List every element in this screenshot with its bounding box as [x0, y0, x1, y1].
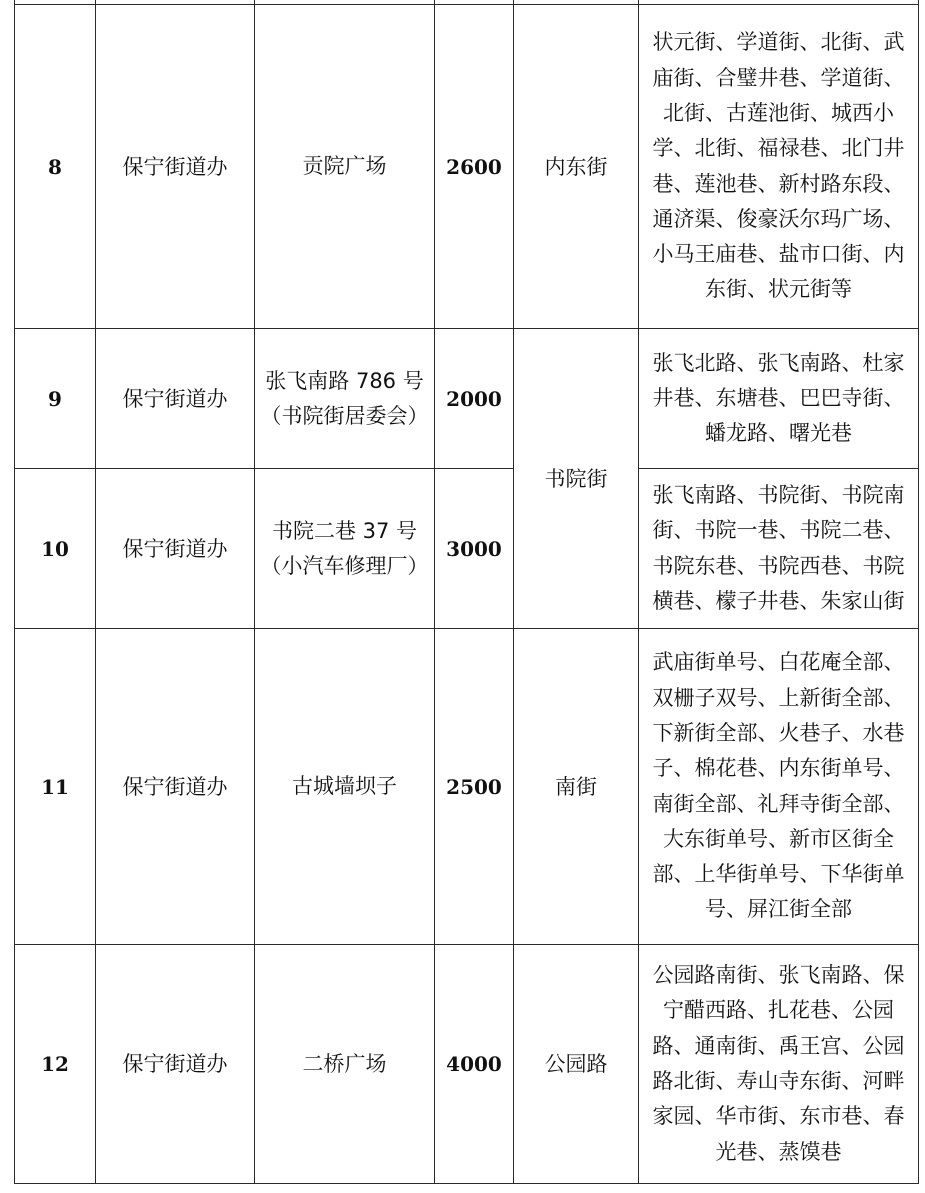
location-line: 书院二巷 37 号: [271, 518, 418, 543]
location-cell: [255, 629, 434, 944]
row-number: 11: [41, 774, 69, 799]
count-cell: 4000: [446, 1052, 502, 1076]
office-cell: 保宁街道办: [122, 774, 228, 799]
street-cell: 内东街: [544, 154, 608, 179]
row-number: 9: [48, 386, 62, 411]
coverage-cell: 张飞南路、书院街、书院南街、书院一巷、书院二巷、书院东巷、书院西巷、书院横巷、檬子井巷、朱家山街: [652, 482, 905, 613]
office-cell: 保宁街道办: [122, 1052, 228, 1076]
location-cell: [255, 945, 434, 1183]
location-cell: [255, 5, 434, 328]
location-line: （书院街居委会）: [260, 403, 429, 428]
location-line: 张飞南路 786 号: [265, 368, 424, 393]
table-rule: [918, 0, 919, 1184]
location-line: 贡院广场: [302, 154, 387, 178]
office-cell: 保宁街道办: [122, 154, 228, 179]
location-cell: [255, 469, 434, 628]
count-cell: 2000: [446, 386, 502, 411]
count-cell: 2600: [446, 154, 502, 179]
street-cell: 公园路: [544, 1052, 608, 1076]
office-cell: 保宁街道办: [122, 386, 228, 411]
coverage-cell: 武庙街单号、白花庵全部、双栅子双号、上新街全部、下新街全部、火巷子、水巷子、棉花巷、内东街单号、南街全部、礼拜寺街全部、大东街单号、新市区街全部、上华街单号、下华街单号、屏江街全部: [652, 650, 905, 922]
coverage-cell: 状元街、学道街、北街、武庙街、合璧井巷、学道街、北街、古莲池街、城西小学、北街、福禄巷、北门井巷、莲池巷、新村路东段、通济渠、俊豪沃尔玛广场、小马王庙巷、盐市口街、内东街、状元街等: [652, 30, 905, 302]
table-rule: [14, 1183, 919, 1184]
count-cell: 3000: [446, 536, 502, 561]
row-number: 8: [48, 154, 62, 179]
location-line: 二桥广场: [302, 1051, 387, 1076]
street-cell: 书院街: [544, 466, 608, 491]
location-cell: [255, 329, 434, 468]
location-line: （小汽车修理厂）: [260, 553, 429, 578]
office-cell: 保宁街道办: [122, 536, 228, 561]
count-cell: 2500: [446, 774, 502, 799]
coverage-cell: 张飞北路、张飞南路、杜家井巷、东塘巷、巴巴寺街、蟠龙路、曙光巷: [652, 350, 905, 446]
row-number: 10: [41, 536, 69, 561]
street-cell: 南街: [555, 774, 597, 799]
location-line: 古城墙坝子: [292, 774, 397, 798]
coverage-cell: 公园路南街、张飞南路、保宁醋西路、扎花巷、公园路、通南街、禹王宫、公园路北街、寿山寺东街、河畔家园、华市街、东市巷、春光巷、蒸馍巷: [652, 963, 905, 1164]
row-number: 12: [41, 1052, 69, 1076]
